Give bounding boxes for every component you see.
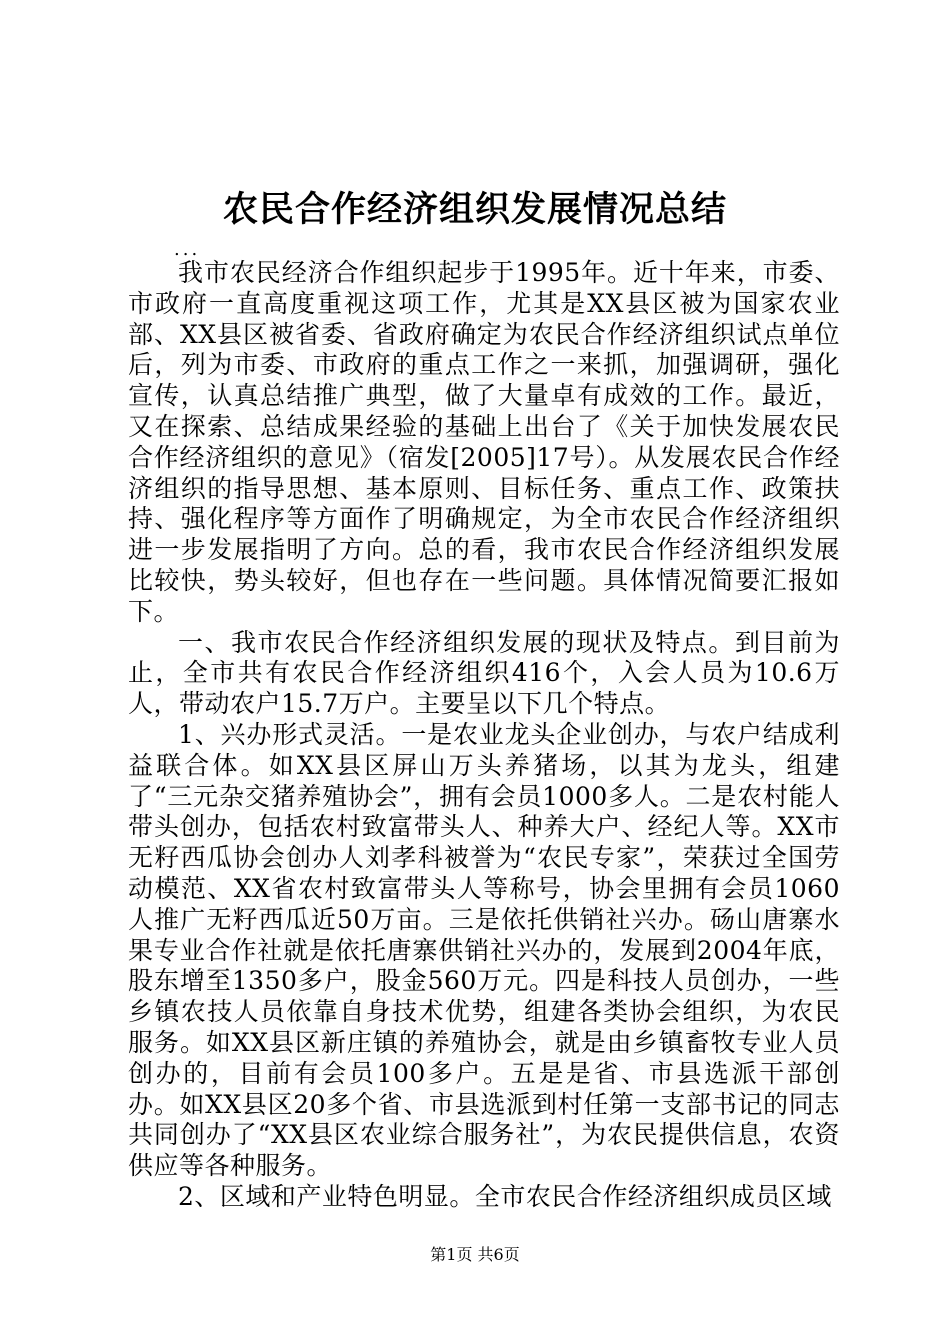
paragraph-section-one: 一、我市农民合作经济组织发展的现状及特点。到目前为止，全市共有农民合作经济组织416个，入会人员为10.6万人，带动农户15.7万户。主要呈以下几个特点。 xyxy=(128,627,840,719)
page-number-footer: 第1页 共6页 xyxy=(430,1245,520,1264)
paragraph-intro: 我市农民经济合作组织起步于1995年。近十年来，市委、市政府一直高度重视这项工作，尤其是XX县区被为国家农业部、XX县区被省委、省政府确定为农民合作经济组织试点单位后，列为市委、市政府的重点工作之一来抓，加强调研，强化宣传，认真总结推广典型，做了大量卓有成效的工作。最近，又在探索、总结成果经验的基础上出台了《关于加快发展农民合作经济组织的意见》（宿发[2005]17号）。从发展农民合作经济组织的指导思想、基本原则、目标任务、重点工作、政策扶持、强化程序等方面作了明确规定，为全市农民合作经济组织进一步发展指明了方向。总的看，我市农民合作经济组织发展比较快，势头较好，但也存在一些问题。具体情况简要汇报如下。 xyxy=(128,258,840,626)
paragraph-point-two: 2、区域和产业特色明显。全市农民合作经济组织成员区域 xyxy=(178,1181,832,1211)
paragraph-point-one: 1、兴办形式灵活。一是农业龙头企业创办，与农户结成利益联合体。如XX县区屏山万头养猪场，以其为龙头，组建了“三元杂交猪养殖协会”，拥有会员1000多人。二是农村能人带头创办，包括农村致富带头人、种养大户、经纪人等。XX市无籽西瓜协会创办人刘孝科被誉为“农民专家”，荣获过全国劳动模范、XX省农村致富带头人等称号，协会里拥有会员1060人推广无籽西瓜近50万亩。三是依托供销社兴办。砀山唐寨水果专业合作社就是依托唐寨供销社兴办的，发展到2004年底，股东增至1350多户，股金560万元。四是科技人员创办，一些乡镇农技人员依靠自身技术优势，组建各类协会组织，为农民服务。如XX县区新庄镇的养殖协会，就是由乡镇畜牧专业人员创办的，目前有会员100多户。五是是省、市县选派干部创办。如XX县区20多个省、市县选派到村任第一支部书记的同志共同创办了“XX县区农业综合服务社”，为农民提供信息，农资供应等各种服务。 xyxy=(128,719,840,1181)
document-body xyxy=(128,258,840,1213)
document-title: 农民合作经济组织发展情况总结 xyxy=(222,189,727,230)
ellipsis-marker: ... xyxy=(174,239,201,260)
